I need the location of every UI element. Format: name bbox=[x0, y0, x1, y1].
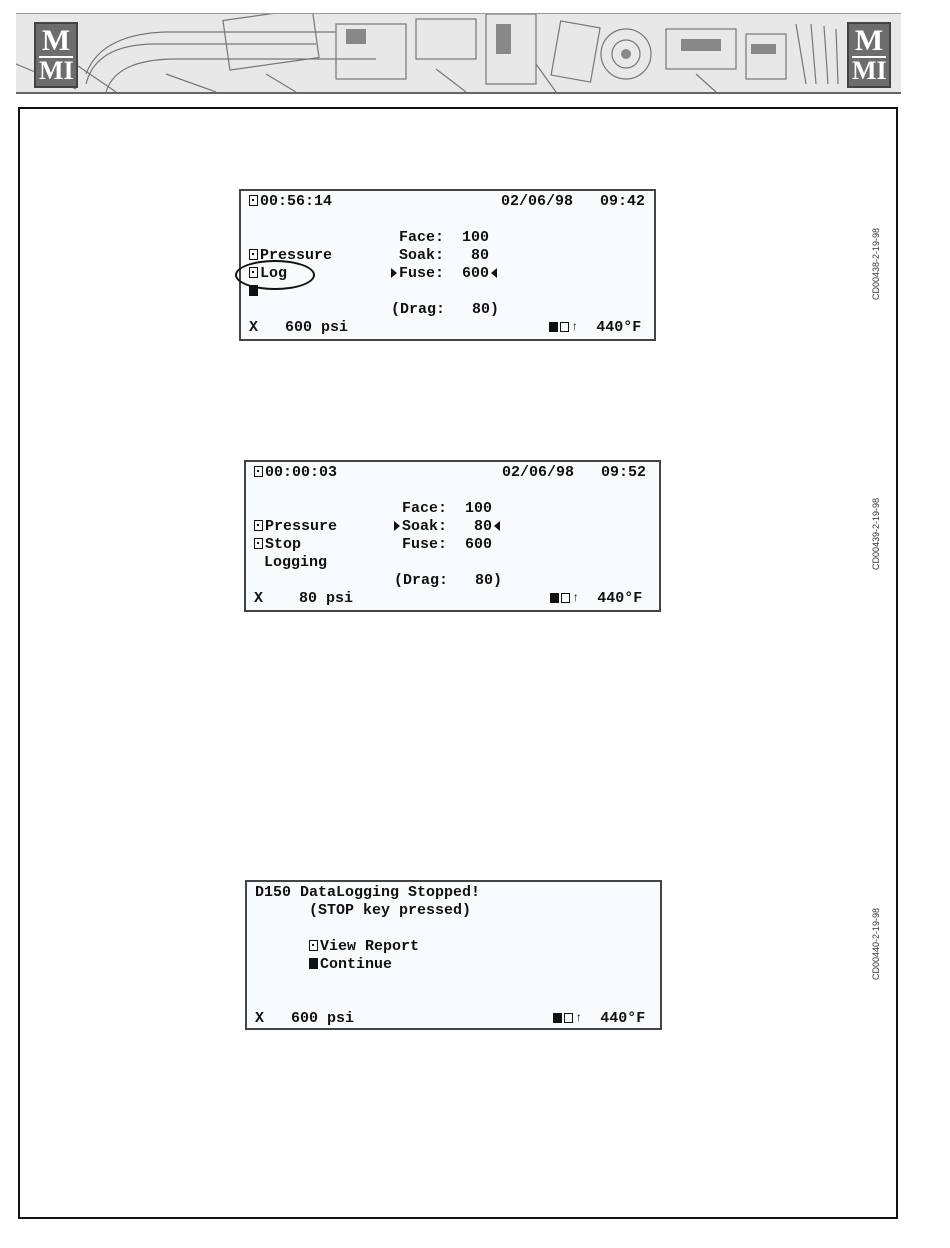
time: 09:42 bbox=[600, 193, 646, 210]
lcd-screen-2 bbox=[244, 460, 661, 612]
figure-code-2: CD00439-2-19-98 bbox=[871, 497, 881, 570]
up-arrow-icon: ↑ bbox=[572, 591, 580, 605]
logo-text-bottom: MI bbox=[39, 56, 74, 85]
dialog-subtitle: (STOP key pressed) bbox=[309, 902, 472, 919]
face-row bbox=[402, 500, 492, 518]
time: 09:52 bbox=[601, 464, 647, 481]
soak-label: Soak: bbox=[402, 518, 448, 535]
face-label: Face: bbox=[402, 500, 448, 517]
company-logo-left bbox=[34, 22, 78, 88]
heater-icon bbox=[564, 1013, 573, 1023]
soak-value: 80 bbox=[471, 247, 490, 264]
logo-text-bottom: MI bbox=[852, 56, 887, 85]
status-icons bbox=[550, 590, 642, 608]
menu-view-report[interactable]: View Report bbox=[309, 938, 419, 956]
figure-code-3: CD00440-2-19-98 bbox=[871, 907, 881, 980]
highlight-circle bbox=[235, 260, 315, 290]
battery-icon bbox=[553, 1013, 562, 1023]
heater-icon bbox=[560, 322, 569, 332]
fuse-row bbox=[402, 536, 492, 554]
fuse-label: Fuse: bbox=[399, 265, 445, 282]
menu-stop-logging[interactable]: Stop bbox=[254, 536, 301, 554]
menu-continue[interactable]: Continue bbox=[309, 956, 392, 974]
figure-code-1: CD00438-2-19-98 bbox=[871, 227, 881, 300]
softkey-icon bbox=[249, 249, 258, 260]
heater-icon bbox=[561, 593, 570, 603]
selector-arrow-right-icon bbox=[391, 268, 397, 278]
soak-value: 80 bbox=[474, 518, 493, 535]
drag-row: (Drag: 80) bbox=[391, 301, 500, 318]
pressure-status: X 600 psi bbox=[249, 319, 349, 336]
battery-icon bbox=[549, 322, 558, 332]
temperature: 440°F bbox=[596, 319, 642, 336]
softkey-icon bbox=[249, 285, 258, 296]
soak-row bbox=[394, 518, 500, 536]
selector-arrow-left-icon bbox=[491, 268, 497, 278]
soak-row bbox=[399, 247, 489, 265]
softkey-icon bbox=[254, 520, 263, 531]
menu-log[interactable]: Log bbox=[249, 265, 287, 283]
date: 02/06/98 bbox=[501, 193, 574, 210]
selector-arrow-left-icon bbox=[494, 521, 500, 531]
face-label: Face: bbox=[399, 229, 445, 246]
timer-line bbox=[254, 464, 337, 482]
machine-illustration bbox=[16, 14, 901, 92]
timer: 00:00:03 bbox=[265, 464, 338, 481]
timer-icon bbox=[249, 195, 258, 206]
lcd-screen-1 bbox=[239, 189, 656, 341]
status-icons bbox=[549, 319, 641, 337]
timer: 00:56:14 bbox=[260, 193, 333, 210]
dialog-title: D150 DataLogging Stopped! bbox=[255, 884, 481, 901]
face-value: 100 bbox=[465, 500, 493, 517]
header-banner bbox=[16, 13, 901, 94]
timer-line bbox=[249, 193, 332, 211]
pressure-status: X 600 psi bbox=[255, 1010, 355, 1027]
company-logo-right bbox=[847, 22, 891, 88]
logo-text-top: M bbox=[41, 24, 71, 57]
menu-pressure[interactable]: Pressure bbox=[254, 518, 337, 536]
date: 02/06/98 bbox=[502, 464, 575, 481]
date-time bbox=[502, 464, 646, 482]
softkey-icon bbox=[309, 940, 318, 951]
menu-pressure[interactable]: Pressure bbox=[249, 247, 332, 265]
pressure-status: X 80 psi bbox=[254, 590, 354, 607]
up-arrow-icon: ↑ bbox=[571, 320, 579, 334]
soak-label: Soak: bbox=[399, 247, 445, 264]
date-time bbox=[501, 193, 645, 211]
temperature: 440°F bbox=[600, 1010, 646, 1027]
face-row bbox=[399, 229, 489, 247]
menu-empty[interactable] bbox=[249, 283, 260, 301]
selector-arrow-right-icon bbox=[394, 521, 400, 531]
softkey-icon bbox=[309, 958, 318, 969]
fuse-value: 600 bbox=[465, 536, 493, 553]
status-icons bbox=[553, 1010, 645, 1028]
logo-text-top: M bbox=[854, 24, 884, 57]
fuse-row bbox=[391, 265, 497, 283]
lcd-screen-3 bbox=[245, 880, 662, 1030]
fuse-value: 600 bbox=[462, 265, 490, 282]
drag-row: (Drag: 80) bbox=[394, 572, 503, 589]
softkey-icon bbox=[254, 538, 263, 549]
up-arrow-icon: ↑ bbox=[575, 1011, 583, 1025]
temperature: 440°F bbox=[597, 590, 643, 607]
battery-icon bbox=[550, 593, 559, 603]
timer-icon bbox=[254, 466, 263, 477]
face-value: 100 bbox=[462, 229, 490, 246]
menu-logging-text: Logging bbox=[264, 554, 328, 571]
fuse-label: Fuse: bbox=[402, 536, 448, 553]
